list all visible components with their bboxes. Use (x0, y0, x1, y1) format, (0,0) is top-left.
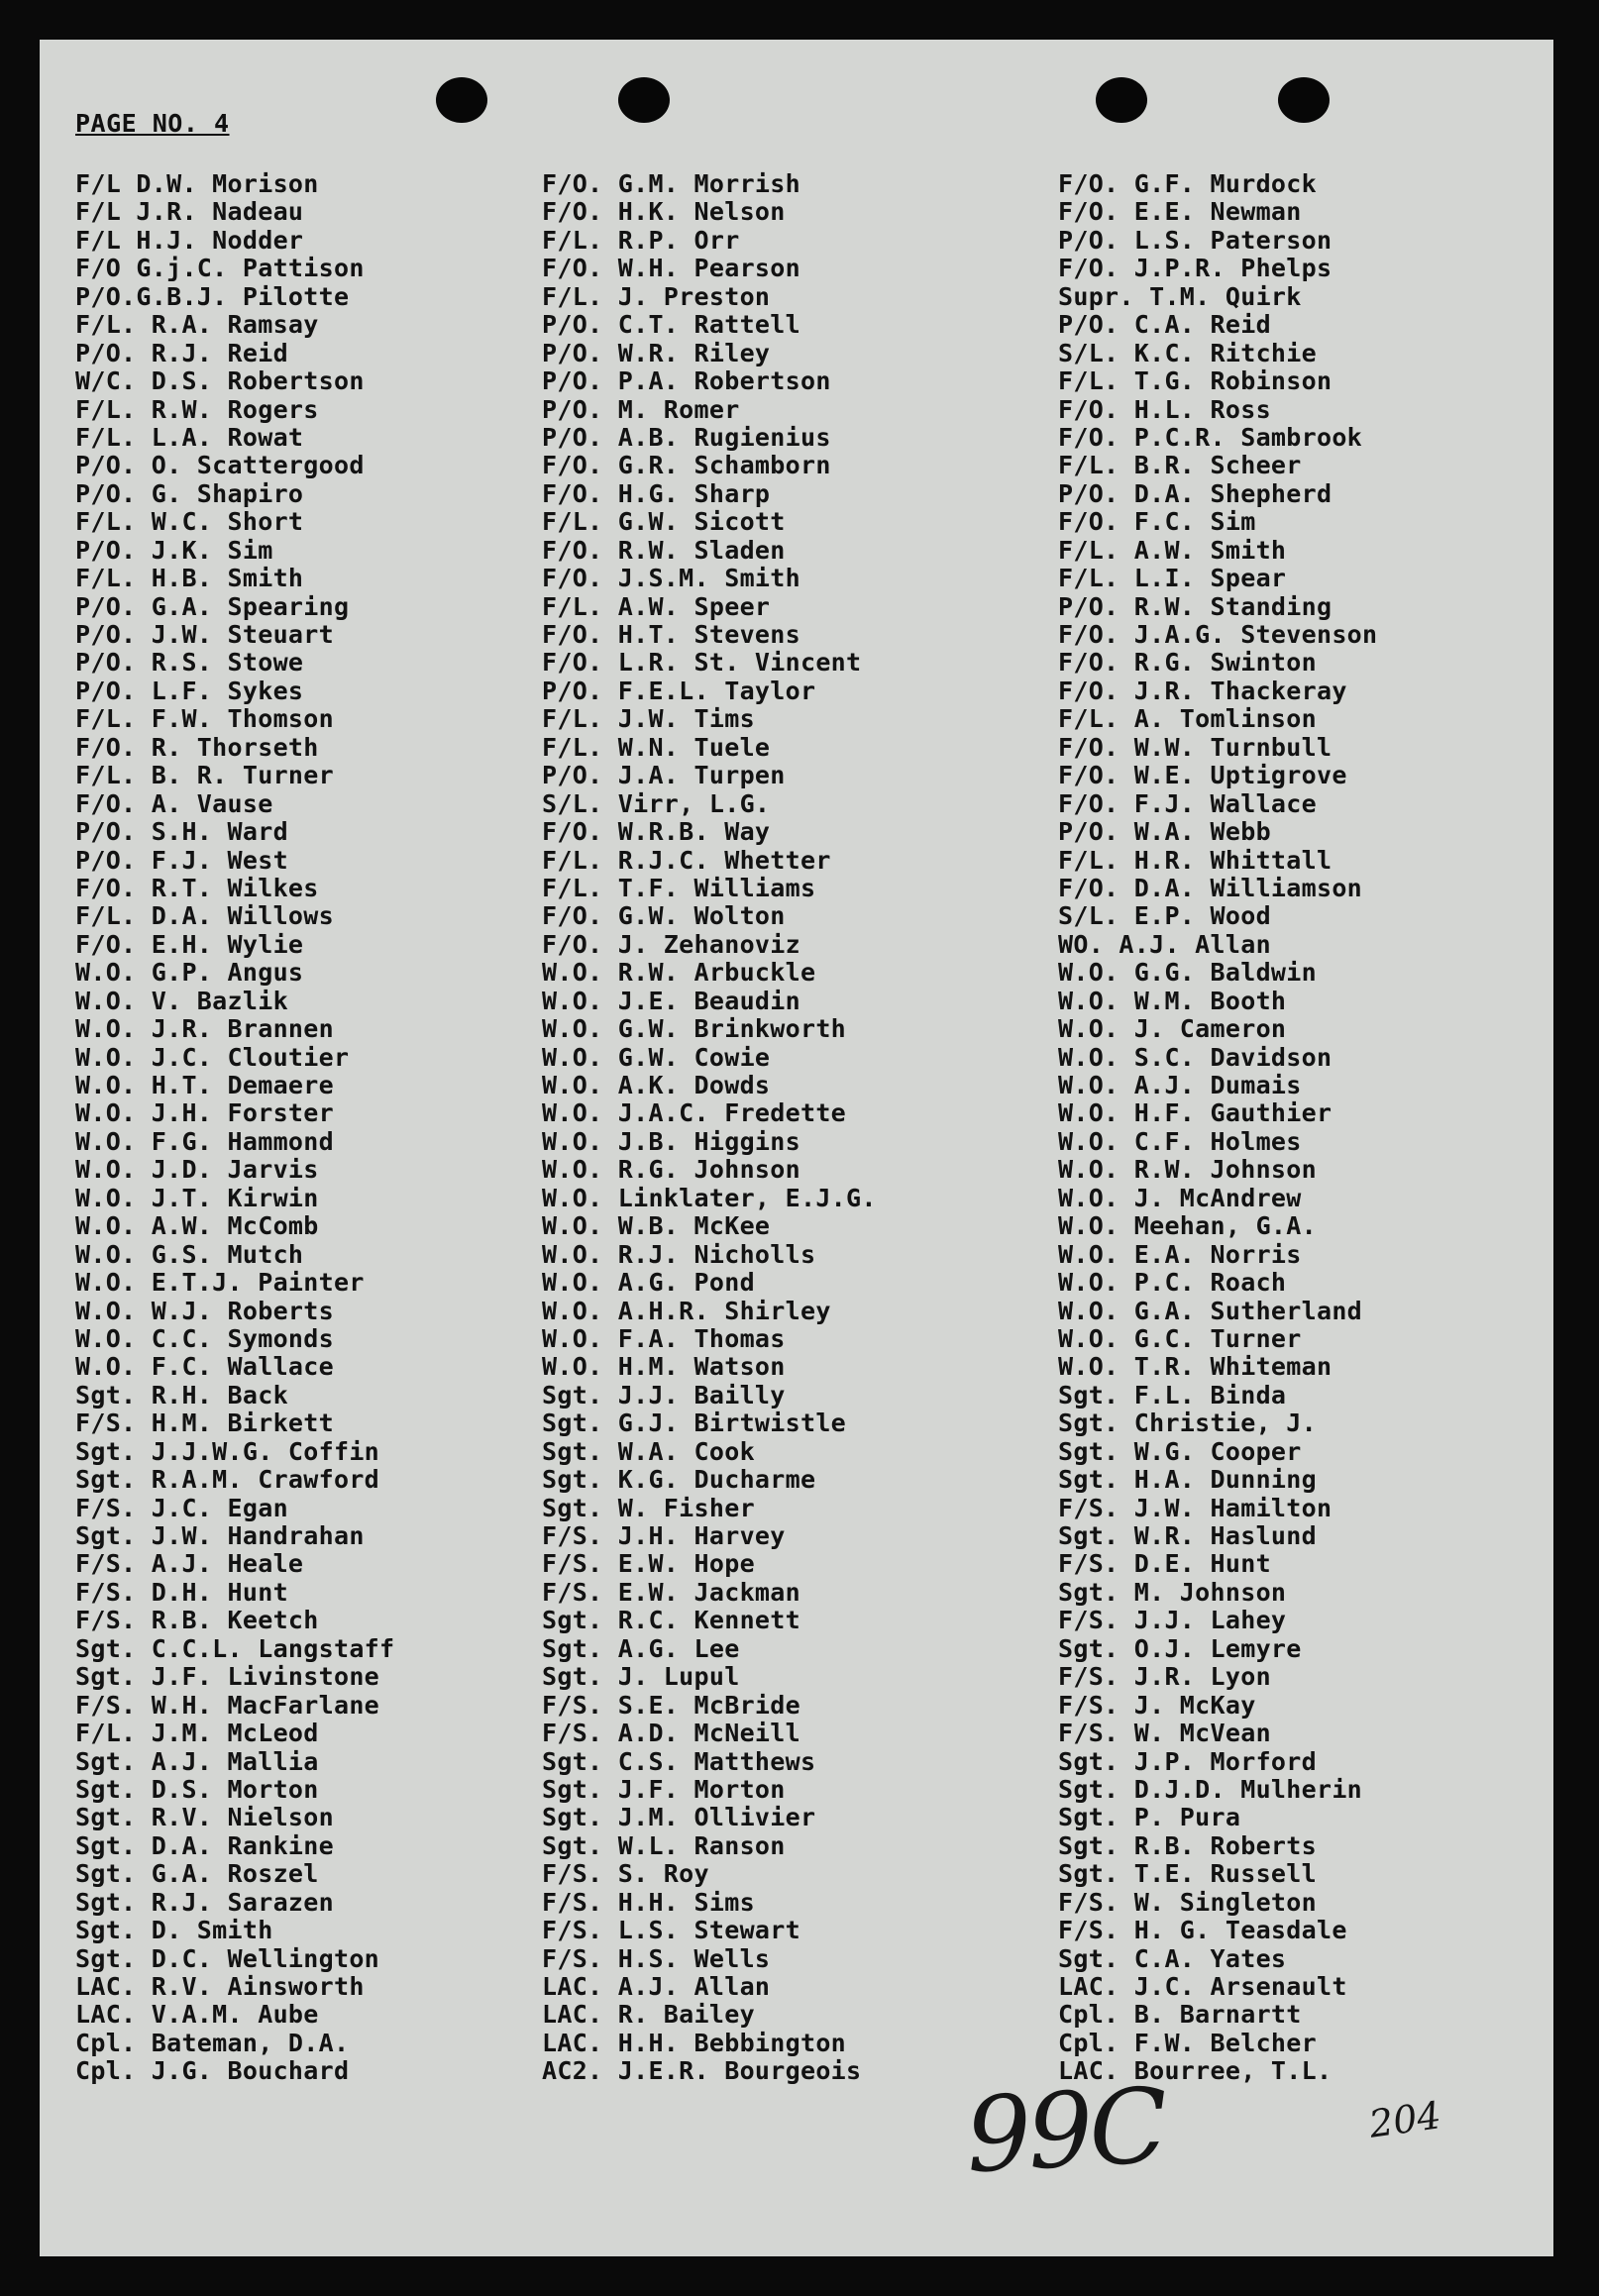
roster-entry: W.O. F.A. Thomas (542, 1323, 786, 1353)
roster-entry: Sgt. W.R. Haslund (1058, 1521, 1317, 1550)
roster-entry: F/S. H.H. Sims (542, 1887, 755, 1917)
roster-entry: Sgt. J. Lupul (542, 1662, 740, 1692)
roster-entry: W.O. A.H.R. Shirley (542, 1296, 831, 1325)
roster-entry: F/O G.j.C. Pattison (75, 254, 365, 283)
roster-entry: F/L. W.C. Short (75, 507, 304, 537)
handwritten-page-number: 204 (1366, 2093, 1444, 2146)
roster-entry: W.O. W.J. Roberts (75, 1296, 334, 1325)
document-page (40, 40, 1553, 2256)
roster-entry: F/O. E.E. Newman (1058, 197, 1302, 227)
roster-entry: F/S. A.D. McNeill (542, 1719, 800, 1748)
roster-entry: F/L. R.J.C. Whetter (542, 845, 831, 875)
roster-column-1 (75, 170, 394, 2086)
roster-entry: P/O. A.B. Rugienius (542, 422, 831, 452)
roster-entry: Sgt. J.F. Livinstone (75, 1662, 380, 1692)
roster-entry: F/O. J.S.M. Smith (542, 564, 800, 593)
roster-entry: LAC. J.C. Arsenault (1058, 1972, 1347, 2001)
roster-entry: W.O. J.E. Beaudin (542, 986, 800, 1015)
roster-entry: Sgt. F.L. Binda (1058, 1380, 1287, 1409)
roster-entry: F/O. G.M. Morrish (542, 169, 800, 198)
roster-entry: F/S. J.R. Lyon (1058, 1662, 1271, 1692)
roster-entry: F/O. P.C.R. Sambrook (1058, 422, 1363, 452)
roster-entry: F/S. J.C. Egan (75, 1493, 288, 1522)
roster-entry: P/O. C.A. Reid (1058, 310, 1271, 340)
roster-entry: LAC. V.A.M. Aube (75, 2000, 319, 2030)
roster-entry: Sgt. D. Smith (75, 1916, 273, 1945)
roster-entry: W.O. G.W. Brinkworth (542, 1014, 847, 1044)
roster-entry: W.O. G.A. Sutherland (1058, 1296, 1363, 1325)
roster-entry: Sgt. R.B. Roberts (1058, 1830, 1317, 1860)
roster-entry: F/L. H.R. Whittall (1058, 845, 1332, 875)
roster-entry: W/C. D.S. Robertson (75, 366, 365, 396)
roster-entry: Sgt. J.W. Handrahan (75, 1521, 365, 1550)
roster-entry: W.O. J. McAndrew (1058, 1183, 1302, 1212)
roster-entry: F/S. J. McKay (1058, 1690, 1256, 1720)
roster-entry: W.O. G.S. Mutch (75, 1239, 304, 1269)
roster-column-2 (542, 170, 877, 2086)
roster-entry: W.O. V. Bazlik (75, 986, 288, 1015)
roster-entry: F/O. R.G. Swinton (1058, 648, 1317, 678)
roster-entry: W.O. T.R. Whiteman (1058, 1352, 1332, 1382)
roster-entry: F/L J.R. Nadeau (75, 197, 304, 227)
roster-entry: F/O. L.R. St. Vincent (542, 648, 862, 678)
roster-entry: F/S. D.E. Hunt (1058, 1549, 1271, 1579)
roster-entry: WO. A.J. Allan (1058, 929, 1271, 959)
roster-entry: P/O. G.A. Spearing (75, 591, 350, 621)
roster-entry: W.O. F.G. Hammond (75, 1126, 334, 1156)
roster-entry: F/S. E.W. Hope (542, 1549, 755, 1579)
roster-entry: Sgt. D.J.D. Mulherin (1058, 1774, 1363, 1804)
roster-entry: Sgt. T.E. Russell (1058, 1859, 1317, 1889)
roster-entry: F/L. R.W. Rogers (75, 394, 319, 424)
roster-entry: F/O. F.C. Sim (1058, 507, 1256, 537)
roster-entry: W.O. A.G. Pond (542, 1268, 755, 1298)
roster-entry: F/L. D.A. Willows (75, 901, 334, 931)
roster-entry: Sgt. W.A. Cook (542, 1436, 755, 1466)
roster-entry: W.O. C.C. Symonds (75, 1323, 334, 1353)
roster-entry: F/L D.W. Morison (75, 169, 319, 198)
roster-entry: W.O. J.R. Brannen (75, 1014, 334, 1044)
roster-entry: W.O. A.K. Dowds (542, 1071, 771, 1099)
roster-entry: F/S. W. Singleton (1058, 1887, 1317, 1917)
roster-entry: F/L. B. R. Turner (75, 761, 334, 790)
roster-entry: F/O. W.H. Pearson (542, 254, 800, 283)
roster-entry: W.O. C.F. Holmes (1058, 1126, 1302, 1156)
roster-entry: W.O. J. Cameron (1058, 1014, 1287, 1044)
roster-entry: P/O. M. Romer (542, 394, 740, 424)
roster-entry: Sgt. A.J. Mallia (75, 1746, 319, 1776)
roster-entry: F/S. D.H. Hunt (75, 1577, 288, 1607)
roster-entry: F/O. J.P.R. Phelps (1058, 254, 1332, 283)
roster-entry: Sgt. C.A. Yates (1058, 1943, 1287, 1973)
roster-entry: W.O. E.A. Norris (1058, 1239, 1302, 1269)
roster-entry: P/O.G.B.J. Pilotte (75, 281, 350, 311)
roster-entry: F/S. S. Roy (542, 1859, 709, 1889)
roster-entry: F/O. W.W. Turnbull (1058, 732, 1332, 762)
roster-entry: F/O. G.F. Murdock (1058, 169, 1317, 198)
roster-entry: P/O. O. Scattergood (75, 451, 365, 480)
punch-hole (1278, 77, 1330, 123)
roster-entry: Sgt. J.P. Morford (1058, 1746, 1317, 1776)
roster-entry: Sgt. R.V. Nielson (75, 1803, 334, 1832)
roster-entry: F/S. W. McVean (1058, 1719, 1271, 1748)
roster-entry: F/L. T.F. Williams (542, 873, 816, 902)
page-number-heading: PAGE NO. 4 (75, 109, 230, 138)
roster-entry: F/S. H.M. Birkett (75, 1409, 334, 1438)
roster-entry: P/O. W.A. Webb (1058, 817, 1271, 847)
roster-entry: F/L. J. Preston (542, 281, 771, 311)
roster-entry: F/L. W.N. Tuele (542, 732, 771, 762)
roster-entry: Sgt. G.A. Roszel (75, 1859, 319, 1889)
roster-entry: F/O. H.T. Stevens (542, 620, 800, 649)
roster-entry: F/S. R.B. Keetch (75, 1606, 319, 1635)
roster-entry: W.O. J.H. Forster (75, 1098, 334, 1128)
roster-entry: F/O. W.E. Uptigrove (1058, 761, 1347, 790)
punch-hole (436, 77, 487, 123)
roster-entry: Sgt. P. Pura (1058, 1803, 1241, 1832)
roster-entry: W.O. H.F. Gauthier (1058, 1098, 1332, 1128)
roster-entry: P/O. J.A. Turpen (542, 761, 786, 790)
roster-entry: W.O. G.G. Baldwin (1058, 958, 1317, 988)
roster-entry: F/S. H.S. Wells (542, 1943, 771, 1973)
roster-entry: P/O. L.S. Paterson (1058, 225, 1332, 255)
roster-entry: Sgt. J.F. Morton (542, 1774, 786, 1804)
roster-entry: W.O. G.P. Angus (75, 958, 304, 988)
roster-entry: P/O. P.A. Robertson (542, 366, 831, 396)
roster-entry: F/L. L.A. Rowat (75, 422, 304, 452)
roster-entry: F/O. J.A.G. Stevenson (1058, 620, 1378, 649)
roster-entry: Sgt. R.C. Kennett (542, 1606, 800, 1635)
roster-entry: F/L. A.W. Smith (1058, 535, 1287, 565)
roster-entry: F/O. R.T. Wilkes (75, 873, 319, 902)
roster-entry: F/L. F.W. Thomson (75, 704, 334, 734)
roster-entry: P/O. G. Shapiro (75, 478, 304, 508)
roster-entry: Sgt. W.L. Ranson (542, 1830, 786, 1860)
roster-entry: F/S. S.E. McBride (542, 1690, 800, 1720)
roster-entry: S/L. Virr, L.G. (542, 788, 771, 818)
roster-entry: LAC. H.H. Bebbington (542, 2028, 847, 2057)
roster-entry: F/O. A. Vause (75, 788, 273, 818)
roster-entry: F/O. R. Thorseth (75, 732, 319, 762)
roster-entry: W.O. P.C. Roach (1058, 1268, 1287, 1298)
handwritten-mark: 99C (962, 2064, 1167, 2197)
roster-entry: F/O. W.R.B. Way (542, 817, 771, 847)
roster-entry: F/O. H.L. Ross (1058, 394, 1271, 424)
roster-entry: F/L. A.W. Speer (542, 591, 771, 621)
roster-entry: W.O. J.A.C. Fredette (542, 1098, 847, 1128)
roster-entry: P/O. C.T. Rattell (542, 310, 800, 340)
roster-entry: F/O. J.R. Thackeray (1058, 676, 1347, 705)
roster-entry: F/L. A. Tomlinson (1058, 704, 1317, 734)
roster-entry: Sgt. A.G. Lee (542, 1633, 740, 1663)
roster-entry: F/S. J.H. Harvey (542, 1521, 786, 1550)
roster-entry: F/L. R.A. Ramsay (75, 310, 319, 340)
roster-entry: W.O. H.T. Demaere (75, 1071, 334, 1099)
roster-entry: LAC. R. Bailey (542, 2000, 755, 2030)
roster-entry: LAC. Bourree, T.L. (1058, 2056, 1332, 2086)
roster-entry: W.O. J.T. Kirwin (75, 1183, 319, 1212)
roster-entry: Sgt. R.H. Back (75, 1380, 288, 1409)
roster-entry: W.O. F.C. Wallace (75, 1352, 334, 1382)
roster-entry: Sgt. C.C.L. Langstaff (75, 1633, 395, 1663)
roster-entry: F/L. J.M. McLeod (75, 1719, 319, 1748)
roster-entry: F/O. G.W. Wolton (542, 901, 786, 931)
roster-entry: W.O. R.W. Arbuckle (542, 958, 816, 988)
roster-entry: Sgt. J.J.W.G. Coffin (75, 1436, 380, 1466)
roster-entry: Sgt. G.J. Birtwistle (542, 1409, 847, 1438)
roster-entry: F/L. H.B. Smith (75, 564, 304, 593)
roster-entry: Sgt. J.J. Bailly (542, 1380, 786, 1409)
roster-entry: LAC. A.J. Allan (542, 1972, 771, 2001)
roster-entry: P/O. J.K. Sim (75, 535, 273, 565)
roster-column-3 (1058, 170, 1377, 2086)
roster-entry: Sgt. D.C. Wellington (75, 1943, 380, 1973)
roster-entry: F/O. H.G. Sharp (542, 478, 771, 508)
roster-entry: Cpl. Bateman, D.A. (75, 2028, 350, 2057)
roster-entry: F/O. H.K. Nelson (542, 197, 786, 227)
roster-entry: Sgt. R.J. Sarazen (75, 1887, 334, 1917)
roster-entry: F/L. B.R. Scheer (1058, 451, 1302, 480)
roster-entry: Sgt. C.S. Matthews (542, 1746, 816, 1776)
roster-entry: Sgt. D.A. Rankine (75, 1830, 334, 1860)
roster-entry: W.O. A.W. McComb (75, 1211, 319, 1241)
roster-entry: F/L H.J. Nodder (75, 225, 304, 255)
roster-entry: P/O. R.J. Reid (75, 338, 288, 367)
roster-entry: Cpl. F.W. Belcher (1058, 2028, 1317, 2057)
roster-entry: Sgt. W. Fisher (542, 1493, 755, 1522)
roster-entry: W.O. J.C. Cloutier (75, 1042, 350, 1072)
roster-entry: W.O. G.C. Turner (1058, 1323, 1302, 1353)
roster-entry: W.O. W.B. McKee (542, 1211, 771, 1241)
roster-entry: F/S. A.J. Heale (75, 1549, 304, 1579)
roster-entry: Sgt. M. Johnson (1058, 1577, 1287, 1607)
roster-entry: Sgt. R.A.M. Crawford (75, 1465, 380, 1495)
roster-entry: F/O. F.J. Wallace (1058, 788, 1317, 818)
roster-entry: W.O. R.J. Nicholls (542, 1239, 816, 1269)
roster-entry: F/S. H. G. Teasdale (1058, 1916, 1347, 1945)
roster-entry: W.O. R.G. Johnson (542, 1155, 800, 1185)
roster-entry: W.O. S.C. Davidson (1058, 1042, 1332, 1072)
roster-entry: F/L. G.W. Sicott (542, 507, 786, 537)
roster-entry: Sgt. O.J. Lemyre (1058, 1633, 1302, 1663)
roster-entry: Supr. T.M. Quirk (1058, 281, 1302, 311)
roster-entry: F/O. J. Zehanoviz (542, 929, 800, 959)
roster-entry: P/O. D.A. Shepherd (1058, 478, 1332, 508)
roster-entry: P/O. F.J. West (75, 845, 288, 875)
roster-entry: Sgt. W.G. Cooper (1058, 1436, 1302, 1466)
punch-hole (1096, 77, 1147, 123)
roster-entry: P/O. S.H. Ward (75, 817, 288, 847)
roster-entry: Sgt. J.M. Ollivier (542, 1803, 816, 1832)
roster-entry: F/S. J.W. Hamilton (1058, 1493, 1332, 1522)
roster-entry: W.O. W.M. Booth (1058, 986, 1287, 1015)
roster-entry: P/O. W.R. Riley (542, 338, 771, 367)
roster-entry: F/S. J.J. Lahey (1058, 1606, 1287, 1635)
roster-entry: F/S. E.W. Jackman (542, 1577, 800, 1607)
roster-entry: F/O. G.R. Schamborn (542, 451, 831, 480)
roster-entry: S/L. K.C. Ritchie (1058, 338, 1317, 367)
roster-entry: W.O. A.J. Dumais (1058, 1071, 1302, 1099)
roster-entry: W.O. E.T.J. Painter (75, 1268, 365, 1298)
roster-entry: W.O. R.W. Johnson (1058, 1155, 1317, 1185)
roster-entry: W.O. G.W. Cowie (542, 1042, 771, 1072)
roster-entry: Sgt. H.A. Dunning (1058, 1465, 1317, 1495)
roster-entry: AC2. J.E.R. Bourgeois (542, 2056, 862, 2086)
roster-entry: F/S. W.H. MacFarlane (75, 1690, 380, 1720)
roster-entry: Cpl. J.G. Bouchard (75, 2056, 350, 2086)
roster-entry: P/O. R.S. Stowe (75, 648, 304, 678)
roster-entry: F/L. R.P. Orr (542, 225, 740, 255)
roster-entry: Cpl. B. Barnartt (1058, 2000, 1302, 2030)
roster-entry: P/O. F.E.L. Taylor (542, 676, 816, 705)
roster-entry: F/O. R.W. Sladen (542, 535, 786, 565)
roster-entry: F/O. D.A. Williamson (1058, 873, 1363, 902)
roster-entry: S/L. E.P. Wood (1058, 901, 1271, 931)
roster-entry: Sgt. K.G. Ducharme (542, 1465, 816, 1495)
roster-entry: P/O. R.W. Standing (1058, 591, 1332, 621)
roster-entry: F/L. J.W. Tims (542, 704, 755, 734)
roster-entry: W.O. H.M. Watson (542, 1352, 786, 1382)
punch-hole (618, 77, 670, 123)
roster-entry: W.O. J.D. Jarvis (75, 1155, 319, 1185)
roster-entry: F/L. L.I. Spear (1058, 564, 1287, 593)
roster-entry: F/S. L.S. Stewart (542, 1916, 800, 1945)
roster-entry: P/O. J.W. Steuart (75, 620, 334, 649)
roster-entry: LAC. R.V. Ainsworth (75, 1972, 365, 2001)
roster-entry: W.O. Meehan, G.A. (1058, 1211, 1317, 1241)
roster-entry: Sgt. Christie, J. (1058, 1409, 1317, 1438)
roster-entry: F/O. E.H. Wylie (75, 929, 304, 959)
roster-entry: W.O. J.B. Higgins (542, 1126, 800, 1156)
roster-entry: F/L. T.G. Robinson (1058, 366, 1332, 396)
roster-entry: P/O. L.F. Sykes (75, 676, 304, 705)
roster-entry: Sgt. D.S. Morton (75, 1774, 319, 1804)
roster-entry: W.O. Linklater, E.J.G. (542, 1183, 877, 1212)
